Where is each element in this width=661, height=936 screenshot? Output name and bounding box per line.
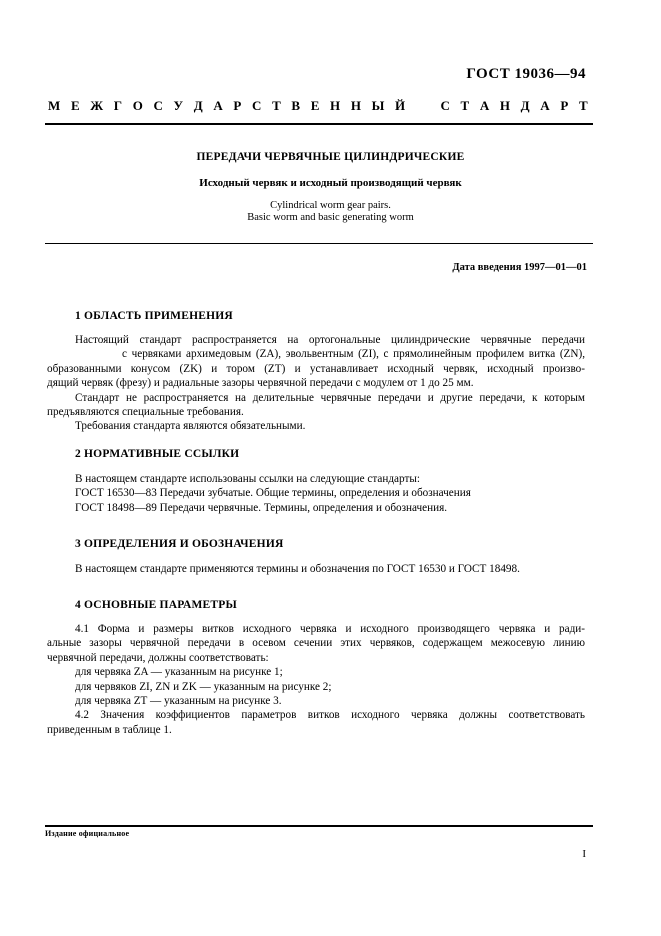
banner-letter: Р <box>560 98 569 113</box>
banner-letter: Н <box>330 98 341 113</box>
page-number: I <box>582 848 586 860</box>
text-line: образованными конусом (ZK) и тором (ZT) и устанавливает исходный червяк, исходный произво- <box>47 362 585 375</box>
text-line <box>47 347 585 361</box>
document-subtitle: Исходный червяк и исходный производящий червяк <box>199 177 462 189</box>
official-edition-label: Издание официальное <box>45 829 130 838</box>
text-line: 4.2 Значения коэффициентов параметров витков исходного червяка должны соответствовать <box>75 709 585 722</box>
banner-letter: Т <box>272 98 281 113</box>
section-heading-definitions: 3 ОПРЕДЕЛЕНИЯ И ОБОЗНАЧЕНИЯ <box>75 538 284 550</box>
banner-letter: Ж <box>90 98 104 113</box>
text-line: альные зазоры червячной передачи в осевом сечении этих червяков, содержащем межосевую линию <box>47 637 585 650</box>
text-line: ГОСТ 16530—83 Передачи зубчатые. Общие термины, определения и обозначения <box>75 487 471 500</box>
banner-letter: Р <box>233 98 242 113</box>
section-heading-parameters: 4 ОСНОВНЫЕ ПАРАМЕТРЫ <box>75 599 237 611</box>
text-line: приведенным в таблице 1. <box>47 723 172 736</box>
footer-rule <box>45 825 593 827</box>
text-line: 4.1 Форма и размеры витков исходного червяка и исходного производящего червяка и ради- <box>75 623 585 635</box>
english-title-line: Basic worm and basic generating worm <box>247 212 414 223</box>
banner-letter: Г <box>113 98 123 113</box>
banner-letter: В <box>291 98 301 113</box>
banner-letter: Н <box>350 98 361 113</box>
top-rule <box>45 123 593 125</box>
date-introduced: Дата введения 1997—01—01 <box>452 262 587 273</box>
banner-letter: Д <box>520 98 530 113</box>
section-heading-scope: 1 ОБЛАСТЬ ПРИМЕНЕНИЯ <box>75 310 233 322</box>
text-line: В настоящем стандарте применяются термины и обозначения по ГОСТ 16530 и ГОСТ 18498. <box>75 563 520 575</box>
banner-letter: С <box>153 98 163 113</box>
text-line: Требования стандарта являются обязательными. <box>75 420 306 433</box>
english-title <box>0 200 661 224</box>
title-rule <box>45 243 593 244</box>
text-line: Стандарт не распространяется на делительные червячные передачи и другие передачи, к которым <box>75 391 585 404</box>
banner-letter: У <box>173 98 184 113</box>
english-title-line: Cylindrical worm gear pairs. <box>270 200 391 211</box>
banner-letter: Е <box>310 98 320 113</box>
text-line: Настоящий стандарт распространяется на ортогональные цилиндрические червячные передачи <box>75 334 585 346</box>
section-heading-references: 2 НОРМАТИВНЫЕ ССЫЛКИ <box>75 448 240 460</box>
text-line: для червяка ZA — указанным на рисунке 1; <box>75 666 283 679</box>
text-line: для червяков ZI, ZN и ZK — указанным на рисунке 2; <box>75 680 332 693</box>
text-line-content: с червяками архимедовым (ZA), эвольвентным (ZI), с прямолинейным профилем витка (ZN), <box>122 348 585 361</box>
banner-letter: Й <box>395 98 406 113</box>
banner-letter: Т <box>578 98 588 113</box>
text-line: ГОСТ 18498—89 Передачи червячные. Термины, определения и обозначения. <box>75 501 448 514</box>
banner-letter: О <box>132 98 143 113</box>
section-body-parameters <box>47 622 585 737</box>
banner-gap <box>416 98 430 114</box>
banner-letter: Т <box>460 98 470 113</box>
banner-letter: Н <box>499 98 511 113</box>
banner-letter: М <box>48 98 61 113</box>
standard-number: ГОСТ 19036—94 <box>466 66 586 82</box>
text-line: предъявляются специальные требования. <box>47 406 244 419</box>
text-line: В настоящем стандарте использованы ссылки на следующие стандарты: <box>75 473 420 485</box>
banner-letter: Е <box>70 98 80 113</box>
banner-letter: Ы <box>371 98 385 113</box>
section-body-definitions <box>47 562 585 576</box>
banner-letter: С <box>440 98 450 113</box>
document-title: ПЕРЕДАЧИ ЧЕРВЯЧНЫЕ ЦИЛИНДРИЧЕСКИЕ <box>196 151 465 163</box>
banner-letter: С <box>252 98 262 113</box>
text-line: дящий червяк (фрезу) и радиальные зазоры червячной передачи с модулем от 1 до 25 мм. <box>47 377 474 390</box>
text-line: для червяка ZT — указанным на рисунке 3. <box>75 695 282 708</box>
section-body-scope <box>47 333 585 434</box>
banner-letter: А <box>540 98 550 113</box>
standard-type-banner <box>48 98 588 114</box>
banner-letter: А <box>213 98 223 113</box>
text-line: червячной передачи, должны соответствовать: <box>47 651 269 664</box>
section-body-references <box>47 472 585 515</box>
banner-letter: Д <box>193 98 203 113</box>
banner-letter: А <box>479 98 490 113</box>
